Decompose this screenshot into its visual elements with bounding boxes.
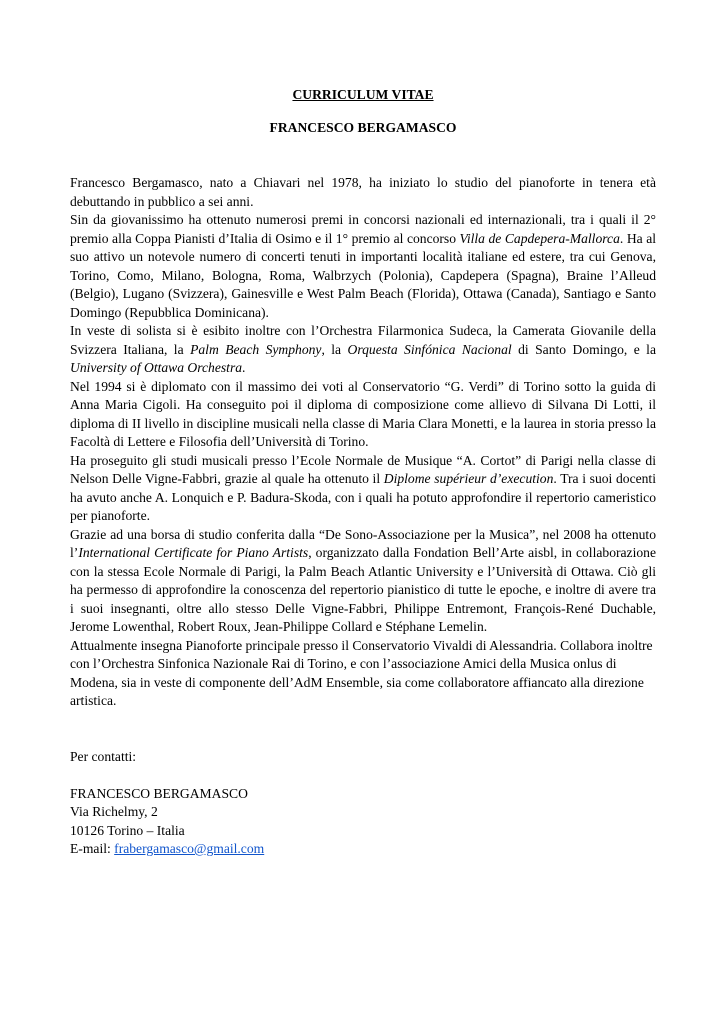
contact-block bbox=[70, 785, 656, 859]
document-title: CURRICULUM VITAE bbox=[292, 87, 434, 102]
paragraph-text: . Tra i suoi docenti ha avuto anche A. Lonquich e P. Badura-Skoda, con i quali ha potuto approfondire il repertorio cameristico per pianoforte. bbox=[70, 471, 656, 523]
italic-title-text: Orquesta Sinfónica Nacional bbox=[347, 341, 512, 357]
biography bbox=[70, 174, 656, 711]
biography-paragraph bbox=[70, 322, 656, 378]
italic-title-text: Palm Beach Symphony bbox=[190, 341, 322, 357]
italic-title-text: Villa de Capdepera-Mallorca bbox=[459, 230, 620, 246]
italic-title-text: Diplome supérieur d’execution bbox=[383, 471, 554, 486]
contact-email-line bbox=[70, 840, 656, 859]
contact-name: FRANCESCO BERGAMASCO bbox=[70, 785, 248, 801]
paragraph-text: , la bbox=[321, 341, 348, 357]
biography-paragraph bbox=[70, 211, 656, 322]
paragraph-text: Sin da giovanissimo ha ottenuto numerosi premi in concorsi nazionali ed internazionali, tra i quali il 2° premio alla Coppa Pianisti d’Italia di Osimo e il 1° premio al concorso bbox=[70, 212, 656, 246]
biography-paragraph bbox=[70, 378, 656, 452]
paragraph-text: Attualmente insegna Pianoforte principale presso il Conservatorio Vivaldi di Alessandria. Collabora inoltre con l’Orchestra Sinfonica Nazionale Rai di Torino, e con l’associazione Amici della Musica onlus di Modena, sia in veste di componente dell’AdM Ensemble, sia come collaboratore affiancato alla direzione artistica. bbox=[70, 637, 653, 708]
biography-paragraph bbox=[70, 452, 656, 526]
cv-page bbox=[70, 86, 656, 859]
paragraph-text: Ha proseguito gli studi musicali presso l’Ecole Normale de Musique “A. Cortot” di Parigi nella classe di Nelson Delle Vigne-Fabbri, grazie al quale ha ottenuto il bbox=[70, 452, 656, 486]
paragraph-text: Francesco Bergamasco, nato a Chiavari nel 1978, ha iniziato lo studio del pianoforte in tenera età debuttando in pubblico a sei anni. bbox=[70, 175, 656, 209]
biography-paragraph bbox=[70, 637, 656, 711]
paragraph-text: Nel 1994 si è diplomato con il massimo dei voti al Conservatorio “G. Verdi” di Torino sotto la guida di Anna Maria Cigoli. Ha conseguito poi il diploma di composizione come allievo di Silvana Di Lotti, il diploma di II livello in discipline musicali nella classe di Maria Clara Monetti, e la laurea in storia presso la Facoltà di Lettere e Filosofia dell’Università di Torino. bbox=[70, 378, 656, 449]
biography-paragraph bbox=[70, 174, 656, 211]
contact-email-prefix: E-mail: bbox=[70, 841, 115, 856]
email-link[interactable]: frabergamasco@gmail.com bbox=[114, 841, 265, 856]
paragraph-text: . bbox=[242, 360, 246, 375]
italic-title-text: International Certificate for Piano Artists bbox=[78, 545, 309, 560]
contact-street: Via Richelmy, 2 bbox=[70, 804, 158, 819]
paragraph-text: , organizzato dalla Fondation Bell’Arte aisbl, in collaborazione con la stessa Ecole Normale di Parigi, la Palm Beach Atlantic University e l’Università di Ottawa. Ciò gli ha permesso di approfondire la conoscenza del repertorio pianistico di tutte le epoche, e inoltre di avere tra i suoi insegnanti, oltre allo stesso Delle Vigne-Fabbri, Philippe Entremont, François-René Duchable, Jerome Lowenthal, Robert Roux, Jean-Philippe Collard e Stéphane Lemelin. bbox=[70, 545, 656, 634]
biography-paragraph bbox=[70, 526, 656, 637]
document-subtitle: FRANCESCO BERGAMASCO bbox=[269, 119, 457, 135]
italic-title-text: University of Ottawa Orchestra bbox=[70, 360, 243, 375]
paragraph-text: In veste di solista si è esibito inoltre con l’Orchestra Filarmonica Sudeca, la Camerata Giovanile della Svizzera Italiana, la bbox=[70, 323, 656, 357]
contact-city: 10126 Torino – Italia bbox=[70, 822, 185, 838]
paragraph-text: di Santo Domingo, e la bbox=[511, 341, 656, 357]
contacts-label: Per contatti: bbox=[70, 748, 137, 764]
paragraph-text: . Ha al suo attivo un notevole numero di concerti tenuti in importanti località italiane ed estere, tra cui Genova, Torino, Como, Milano, Bologna, Roma, Walbrzych (Polonia), Capdepera (Spagna), Braine l’Alleud (Belgio), Lugano (Svizzera), Gainesville e West Palm Beach (Florida), Ottawa (Canada), Santiago e Santo Domingo (Repubblica Dominicana). bbox=[70, 230, 657, 320]
paragraph-text: Grazie ad una borsa di studio conferita dalla “De Sono-Associazione per la Musica”, nel 2008 ha ottenuto l’ bbox=[70, 526, 656, 560]
